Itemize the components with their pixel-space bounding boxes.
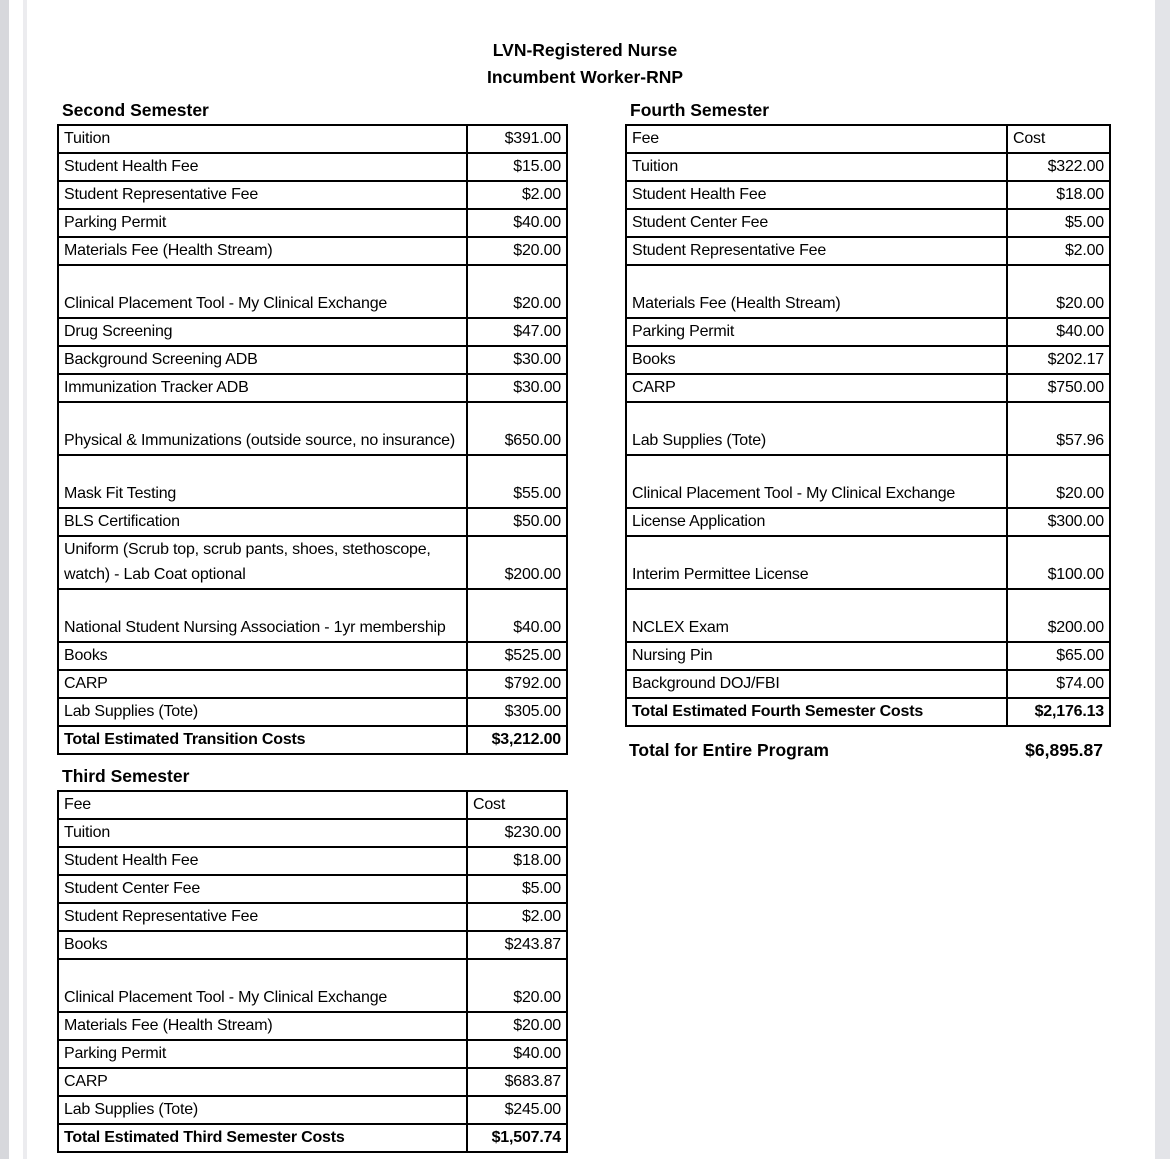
table-row (626, 265, 1110, 318)
fee-cell: Tuition (58, 125, 467, 153)
fee-cell: CARP (58, 670, 467, 698)
scan-edge-left (0, 0, 9, 1159)
cost-cell: $3,212.00 (467, 726, 567, 754)
cost-cell: $65.00 (1007, 642, 1110, 670)
cost-cell: $202.17 (1007, 346, 1110, 374)
cost-cell: $750.00 (1007, 374, 1110, 402)
table-row (626, 642, 1110, 670)
table-row (58, 642, 567, 670)
cost-cell: $243.87 (467, 931, 567, 959)
cost-cell: $20.00 (467, 265, 567, 318)
fee-header-cell: Fee (626, 125, 1007, 153)
table-row (626, 374, 1110, 402)
cost-cell: $47.00 (467, 318, 567, 346)
grand-total (625, 737, 1111, 764)
document-title (30, 37, 1140, 91)
fee-cell: Lab Supplies (Tote) (626, 402, 1007, 455)
table-row (58, 589, 567, 642)
cost-cell: $200.00 (467, 536, 567, 589)
table-row (58, 670, 567, 698)
cost-cell: $74.00 (1007, 670, 1110, 698)
scan-edge-right (1155, 0, 1170, 1159)
fee-cell: Books (626, 346, 1007, 374)
cost-cell: $20.00 (467, 1012, 567, 1040)
fee-cell: Immunization Tracker ADB (58, 374, 467, 402)
header-row (58, 791, 567, 819)
cost-cell: $40.00 (467, 1040, 567, 1068)
fee-cell: Student Center Fee (626, 209, 1007, 237)
table-row (58, 455, 567, 508)
third-semester-section (57, 765, 568, 1153)
table-row (626, 670, 1110, 698)
table-row (58, 1012, 567, 1040)
table-row (626, 318, 1110, 346)
table-row (58, 1040, 567, 1068)
table-row (626, 536, 1110, 589)
fee-cell: NCLEX Exam (626, 589, 1007, 642)
fee-header-cell: Fee (58, 791, 467, 819)
fee-cell: Physical & Immunizations (outside source, no insurance) (58, 402, 467, 455)
cost-cell: $525.00 (467, 642, 567, 670)
second-semester-table (57, 124, 568, 755)
fee-cell: Background Screening ADB (58, 346, 467, 374)
table-row (58, 847, 567, 875)
table-row (626, 209, 1110, 237)
fee-cell: Total Estimated Transition Costs (58, 726, 467, 754)
cost-cell: $20.00 (467, 959, 567, 1012)
fee-cell: Student Health Fee (626, 181, 1007, 209)
cost-cell: $683.87 (467, 1068, 567, 1096)
cost-cell: $50.00 (467, 508, 567, 536)
fourth-semester-table (625, 124, 1111, 727)
table-row (58, 181, 567, 209)
table-row (58, 209, 567, 237)
cost-cell: $40.00 (467, 589, 567, 642)
third-semester-title: Third Semester (62, 766, 190, 786)
cost-cell: $2.00 (467, 181, 567, 209)
fee-cell: Clinical Placement Tool - My Clinical Exchange (58, 959, 467, 1012)
table-row (58, 959, 567, 1012)
table-row (58, 402, 567, 455)
table-row (626, 181, 1110, 209)
cost-cell: $5.00 (1007, 209, 1110, 237)
second-semester-section (57, 99, 568, 755)
table-row (626, 237, 1110, 265)
fee-cell: Tuition (58, 819, 467, 847)
cost-cell: $230.00 (467, 819, 567, 847)
cost-cell: $18.00 (1007, 181, 1110, 209)
table-row (58, 125, 567, 153)
cost-cell: $200.00 (1007, 589, 1110, 642)
cost-cell: $305.00 (467, 698, 567, 726)
table-row (58, 819, 567, 847)
fee-cell: Lab Supplies (Tote) (58, 698, 467, 726)
fee-cell: Tuition (626, 153, 1007, 181)
document-title-line2: Incumbent Worker-RNP (486, 67, 684, 87)
fee-cell: Nursing Pin (626, 642, 1007, 670)
fee-cell: CARP (58, 1068, 467, 1096)
fee-cell: Interim Permittee License (626, 536, 1007, 589)
fee-cell: Parking Permit (58, 209, 467, 237)
cost-cell: $1,507.74 (467, 1124, 567, 1152)
cost-cell: $391.00 (467, 125, 567, 153)
header-row (626, 125, 1110, 153)
fee-cell: Clinical Placement Tool - My Clinical Exchange (58, 265, 467, 318)
cost-cell: $20.00 (467, 237, 567, 265)
grand-total-value: $6,895.87 (1025, 740, 1103, 760)
cost-cell: $100.00 (1007, 536, 1110, 589)
table-row (626, 346, 1110, 374)
cost-cell: $57.96 (1007, 402, 1110, 455)
cost-cell: $2.00 (467, 903, 567, 931)
fee-cell: National Student Nursing Association - 1yr membership (58, 589, 467, 642)
fourth-semester-section (625, 99, 1111, 727)
cost-cell: $40.00 (1007, 318, 1110, 346)
total-row (58, 726, 567, 754)
total-row (626, 698, 1110, 726)
fee-cell: Clinical Placement Tool - My Clinical Exchange (626, 455, 1007, 508)
grand-total-label: Total for Entire Program (629, 740, 829, 760)
fee-cell: BLS Certification (58, 508, 467, 536)
document-title-line1: LVN-Registered Nurse (492, 40, 678, 60)
fee-cell: Materials Fee (Health Stream) (626, 265, 1007, 318)
fee-cell: Books (58, 642, 467, 670)
table-row (58, 698, 567, 726)
table-row (58, 318, 567, 346)
cost-cell: $650.00 (467, 402, 567, 455)
fee-cell: Books (58, 931, 467, 959)
cost-cell: $15.00 (467, 153, 567, 181)
cost-cell: $792.00 (467, 670, 567, 698)
cost-cell: $2.00 (1007, 237, 1110, 265)
fee-cell: Student Center Fee (58, 875, 467, 903)
fee-cell: Uniform (Scrub top, scrub pants, shoes, stethoscope, watch) - Lab Coat optional (58, 536, 467, 589)
cost-cell: $322.00 (1007, 153, 1110, 181)
table-row (58, 346, 567, 374)
table-row (626, 402, 1110, 455)
fee-cell: Materials Fee (Health Stream) (58, 237, 467, 265)
fee-cell: Parking Permit (58, 1040, 467, 1068)
table-row (58, 536, 567, 589)
fee-cell: Background DOJ/FBI (626, 670, 1007, 698)
second-semester-title: Second Semester (62, 100, 209, 120)
table-row (58, 1068, 567, 1096)
fee-cell: Parking Permit (626, 318, 1007, 346)
fee-cell: Student Representative Fee (626, 237, 1007, 265)
fee-cell: Materials Fee (Health Stream) (58, 1012, 467, 1040)
total-row (58, 1124, 567, 1152)
cost-header-cell: Cost (467, 791, 567, 819)
table-row (626, 589, 1110, 642)
table-row (58, 508, 567, 536)
cost-cell: $30.00 (467, 374, 567, 402)
cost-header-cell: Cost (1007, 125, 1110, 153)
cost-cell: $40.00 (467, 209, 567, 237)
table-row (58, 875, 567, 903)
table-row (58, 931, 567, 959)
table-row (626, 455, 1110, 508)
cost-cell: $18.00 (467, 847, 567, 875)
scan-edge-fold (23, 0, 27, 1159)
table-row (58, 237, 567, 265)
fee-cell: Mask Fit Testing (58, 455, 467, 508)
cost-cell: $245.00 (467, 1096, 567, 1124)
fee-cell: Drug Screening (58, 318, 467, 346)
cost-cell: $5.00 (467, 875, 567, 903)
fee-cell: Student Health Fee (58, 153, 467, 181)
fee-cell: Student Health Fee (58, 847, 467, 875)
table-row (58, 903, 567, 931)
fee-cell: Student Representative Fee (58, 903, 467, 931)
table-row (626, 508, 1110, 536)
cost-cell: $20.00 (1007, 265, 1110, 318)
cost-cell: $300.00 (1007, 508, 1110, 536)
table-row (58, 153, 567, 181)
table-row (58, 265, 567, 318)
cost-cell: $2,176.13 (1007, 698, 1110, 726)
cost-cell: $20.00 (1007, 455, 1110, 508)
fee-cell: CARP (626, 374, 1007, 402)
third-semester-table (57, 790, 568, 1153)
fee-cell: License Application (626, 508, 1007, 536)
fourth-semester-title: Fourth Semester (630, 100, 770, 120)
table-row (626, 153, 1110, 181)
fee-cell: Total Estimated Third Semester Costs (58, 1124, 467, 1152)
fee-cell: Lab Supplies (Tote) (58, 1096, 467, 1124)
table-row (58, 374, 567, 402)
cost-cell: $55.00 (467, 455, 567, 508)
fee-cell: Total Estimated Fourth Semester Costs (626, 698, 1007, 726)
table-row (58, 1096, 567, 1124)
fee-cell: Student Representative Fee (58, 181, 467, 209)
cost-cell: $30.00 (467, 346, 567, 374)
